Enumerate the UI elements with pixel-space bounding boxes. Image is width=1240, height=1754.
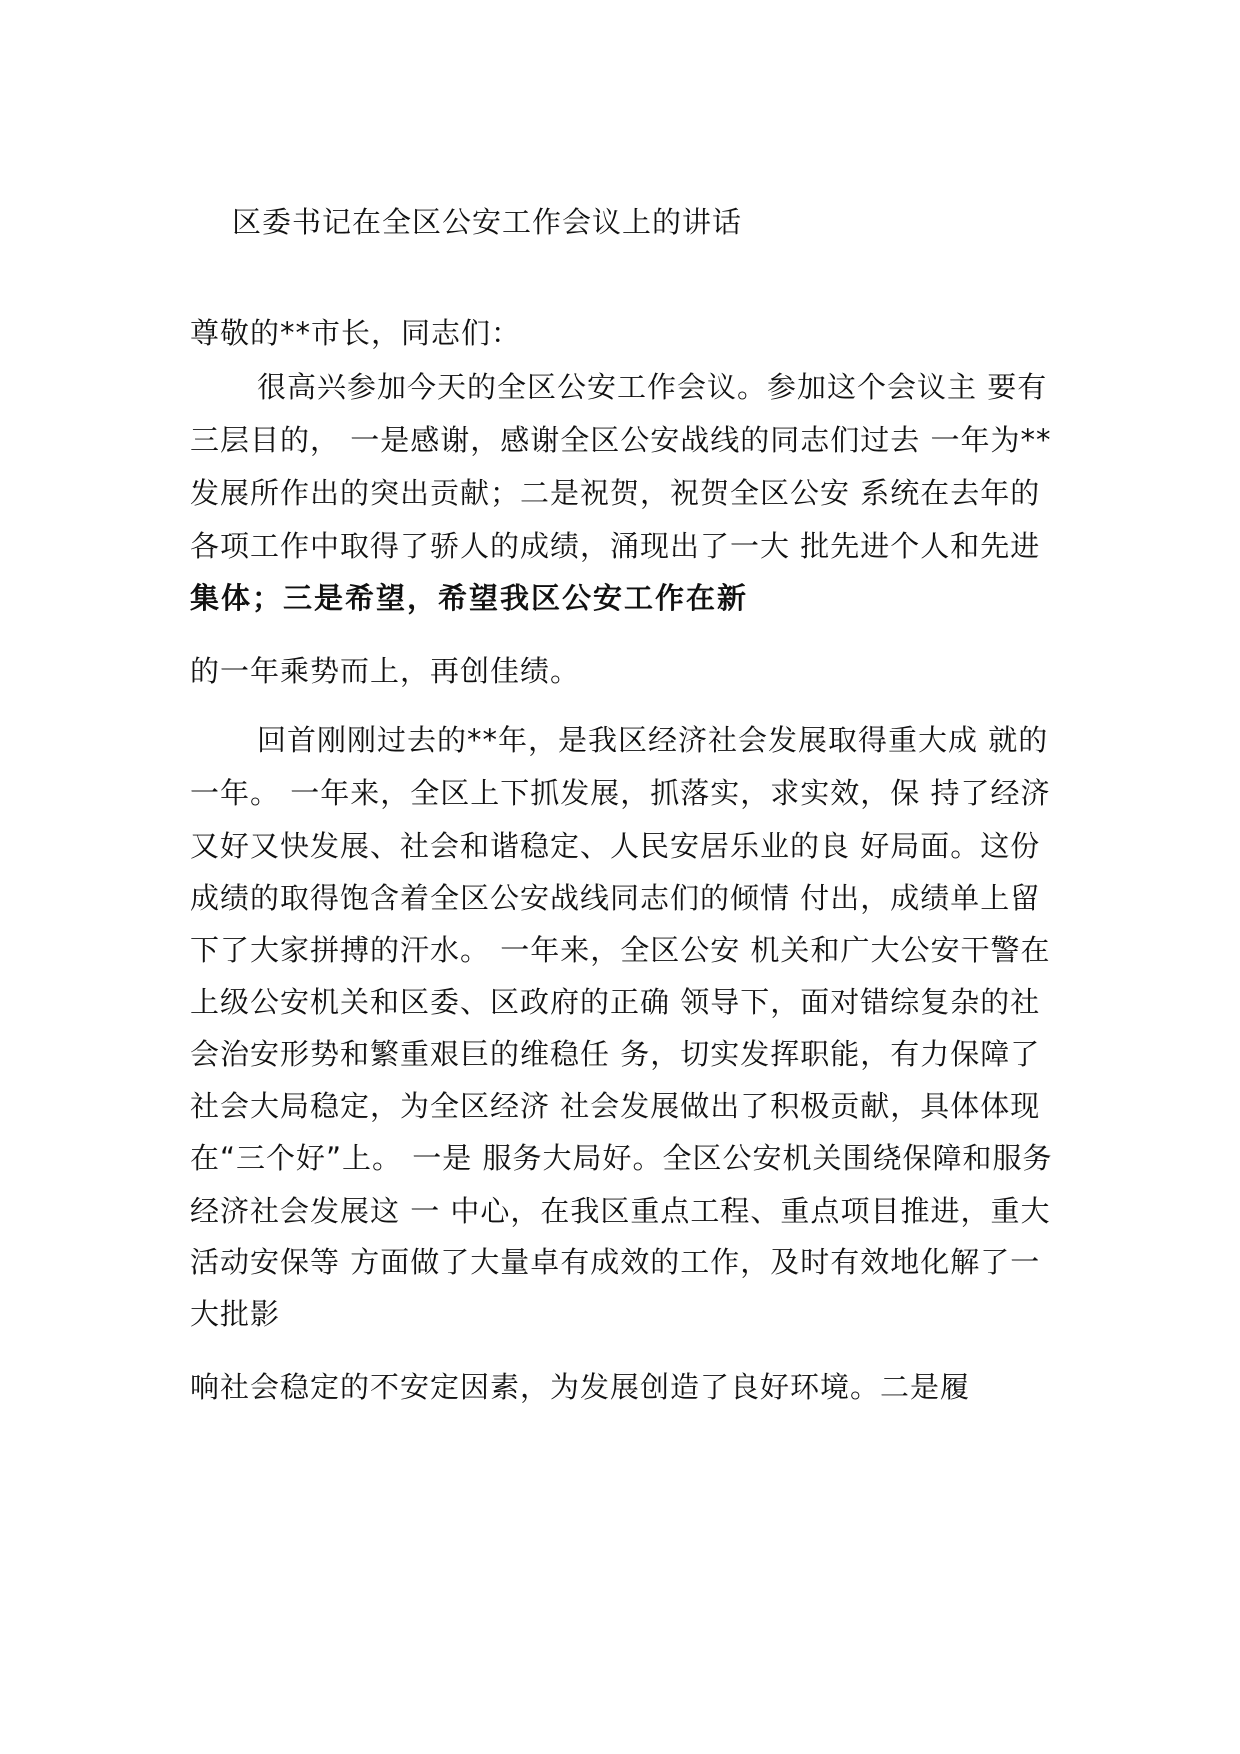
paragraph-line: 回首刚刚过去的**年，是我区经济社会发展取得重大成 就的 [257,723,1049,757]
paragraph-line: 成绩的取得饱含着全区公安战线同志们的倾情 付出，成绩单上留 [190,881,1041,915]
paragraph-line: 各项工作中取得了骄人的成绩，涌现出了一大 批先进个人和先进 [190,529,1041,563]
document-title: 区委书记在全区公安工作会议上的讲话 [232,205,743,239]
paragraph-line: 经济社会发展这 一 中心，在我区重点工程、重点项目推进，重大 [190,1194,1051,1228]
paragraph-line: 社会大局稳定，为全区经济 社会发展做出了积极贡献，具体体现 [190,1089,1041,1123]
paragraph-line: 在“三个好”上。 一是 服务大局好。全区公安机关围绕保障和服务 [190,1141,1053,1175]
paragraph-line: 的一年乘势而上，再创佳绩。 [190,654,581,688]
paragraph-line: 三层目的， 一是感谢，感谢全区公安战线的同志们过去 一年为** [190,423,1052,457]
paragraph-line: 下了大家拼搏的汗水。 一年来，全区公安 机关和广大公安干警在 [190,933,1051,967]
paragraph-line: 上级公安机关和区委、区政府的正确 领导下，面对错综复杂的社 [190,985,1041,1019]
paragraph-line: 集体；三是希望，希望我区公安工作在新 [190,581,749,615]
paragraph-line: 大批影 [190,1297,281,1331]
paragraph-line: 会治安形势和繁重艰巨的维稳任 务，切实发挥职能，有力保障了 [190,1037,1041,1071]
paragraph-line: 一年。 一年来，全区上下抓发展，抓落实，求实效，保 持了经济 [190,776,1051,810]
paragraph-line: 发展所作出的突出贡献；二是祝贺，祝贺全区公安 系统在去年的 [190,476,1041,510]
paragraph-line: 又好又快发展、社会和谐稳定、人民安居乐业的良 好局面。这份 [190,829,1041,863]
paragraph-line: 活动安保等 方面做了大量卓有成效的工作，及时有效地化解了一 [190,1245,1041,1279]
paragraph-line: 很高兴参加今天的全区公安工作会议。参加这个会议主 要有 [257,370,1048,404]
greeting: 尊敬的**市长，同志们： [190,316,522,350]
paragraph-line: 响社会稳定的不安定因素，为发展创造了良好环境。二是履 [190,1370,971,1404]
